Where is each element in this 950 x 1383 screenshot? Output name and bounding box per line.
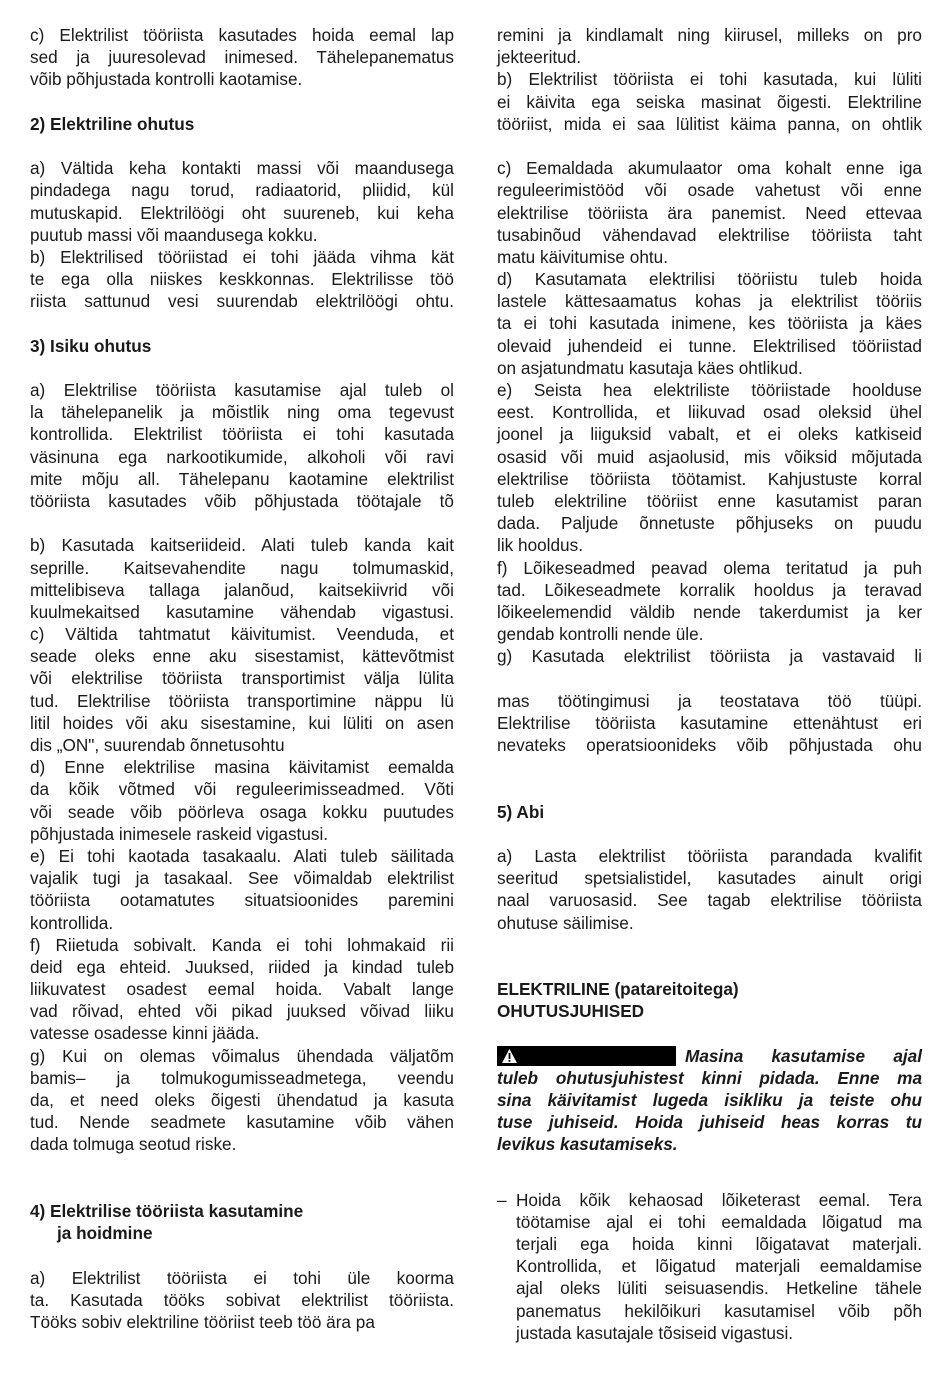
- text-line: c) Elektrilist tööriista kasutades hoida eemal lap: [30, 25, 454, 45]
- section-heading-tool-use: 4) Elektrilise tööriista kasutamine: [30, 1200, 304, 1221]
- text-line: liikuvatest osadest eemal hoida. Vabalt lange: [30, 979, 454, 1000]
- text-line: b) Elektrilist tööriista ei tohi kasutada, kui lüliti: [497, 69, 922, 90]
- text-line: mite mõju all. Tähelepanu kaotamine elektrilist: [30, 468, 454, 489]
- text-line: litil hoides või aku sisestamine, kui lüliti on asen: [30, 712, 454, 733]
- section-heading-battery-safety: ELEKTRILINE (patareitoitega): [497, 979, 739, 1000]
- text-line: a) Lasta elektrilist tööriista parandada kvalifit: [497, 845, 922, 866]
- warning-triangle-icon: [501, 1048, 518, 1064]
- text-line: te ega olla niiskes keskkonnas. Elektrilisse töö: [30, 269, 454, 290]
- text-line: remini ja kindlamalt ning kiirusel, milleks on pro: [497, 25, 922, 45]
- text-line: seeritud spetsialistidel, kasutades ainult origi: [497, 868, 922, 889]
- text-line: tusabinõud vähendavad elektrilise tööriista taht: [497, 224, 922, 245]
- text-line: elektrilise tööriista töötamist. Kahjustuste korral: [497, 468, 922, 489]
- text-line: ohutuse säilimise.: [497, 912, 634, 933]
- text-line: dada tolmuga seotud riske.: [30, 1134, 237, 1155]
- bullet-dash: –: [497, 1189, 507, 1210]
- text-line: tuleb elektriline tööriist enne kasutamist paran: [497, 490, 922, 511]
- text-line: mas töötingimusi ja teostatava töö tüüpi.: [497, 690, 922, 711]
- bullet-text-line: terjali ega hoida kinni lõigatavat materjali.: [516, 1233, 922, 1254]
- text-line: f) Riietuda sobivalt. Kanda ei tohi lohmakaid rii: [30, 934, 454, 955]
- text-line: lõikeelemendid väldib nende takerdumist ja ker: [497, 601, 922, 622]
- text-line: ta ei tohi kasutada inimene, kes tööriista ja käes: [497, 313, 922, 334]
- text-line: seade oleks enne aku sisestamist, kättevõtmist: [30, 646, 454, 667]
- text-line: da kõik võtmed või reguleerimisseadmed. Võti: [30, 779, 454, 800]
- bullet-text-line: Kontrollida, et lõigatud materjali eemaldamise: [516, 1256, 922, 1277]
- text-line: vajalik tugi ja tasakaal. See võimaldab elektrilist: [30, 868, 454, 889]
- text-line: tööriista ootamatutes situatsioonides paremini: [30, 890, 454, 911]
- text-line: kontrollida. Elektrilist tööriista ei tohi kasutada: [30, 424, 454, 445]
- bullet-text-line: töötamise ajal ei tohi eemaldada lõigatud ma: [516, 1211, 922, 1232]
- text-line: tud. Elektrilise tööriista transportimine näppu lü: [30, 690, 454, 711]
- text-line: väsinuna ega narkootikumide, alkoholi või ravi: [30, 446, 454, 467]
- text-line: jekteeritud.: [497, 47, 582, 68]
- text-line: osasid või muid asjaolusid, mis võiksid mõjutada: [497, 446, 922, 467]
- text-line: seprille. Kaitsevahendite nagu tolmumaskid,: [30, 557, 454, 578]
- warning-text-line: sina käivitamist lugeda isikliku ja teiste ohu: [497, 1090, 922, 1111]
- text-line: riista sattunud vesi suurendab elektrilöögi ohtu.: [30, 291, 454, 312]
- section-heading-battery-safety-cont: OHUTUSJUHISED: [497, 1001, 645, 1022]
- text-line: b) Elektrilised tööriistad ei tohi jääda vihma kät: [30, 246, 454, 267]
- text-line: kuulmekaitsed kasutamine vähendab vigastusi.: [30, 601, 454, 622]
- text-line: eest. Kontrollida, et liikuvad osad oleksid ühel: [497, 402, 922, 423]
- bullet-text: Hoida kõik kehaosad lõiketerast eemal. Tera: [516, 1189, 922, 1210]
- warning-text-line: levikus kasutamiseks.: [497, 1134, 678, 1155]
- text-line: a) Elektrilist tööriista ei tohi üle koorma: [30, 1267, 454, 1288]
- text-line: nevateks operatsioonideks võib põhjustada ohu: [497, 735, 922, 755]
- text-line: on asjatundmatu kasutaja käes ohtlikud.: [497, 357, 803, 378]
- warning-text-line: tuleb ohutusjuhistest kinni pidada. Enne ma: [497, 1067, 922, 1088]
- bullet-text-line: ajal oleks lüliti seisuasendis. Hetkeline tähele: [516, 1278, 922, 1299]
- text-line: lastele kättesaamatus kohas ja elektrilist tööriis: [497, 291, 922, 312]
- text-line: tad. Lõikeseadmete korralik hooldus ja teravad: [497, 579, 922, 600]
- text-line: d) Kasutamata elektrilisi tööriistu tuleb hoida: [497, 269, 922, 290]
- text-line: c) Eemaldada akumulaator oma kohalt enne iga: [497, 158, 922, 179]
- section-heading-tool-use-cont: ja hoidmine: [57, 1223, 153, 1244]
- text-line: c) Vältida tahtmatut käivitumist. Veenduda, et: [30, 624, 454, 645]
- text-line: bamis– ja tolmukogumisseadmetega, veendu: [30, 1067, 454, 1088]
- text-line: tööriista kasutades võib põhjustada töötajale tõ: [30, 490, 454, 511]
- text-line: f) Lõikeseadmed peavad olema teritatud ja puh: [497, 557, 922, 578]
- bullet-text-line: panematus hekilõikuri kasutamisel võib põh: [516, 1300, 922, 1321]
- text-line: mittelibiseva tallaga jalanõud, kaitsekiivrid või: [30, 579, 454, 600]
- text-line: dada. Paljude õnnetuste põhjuseks on puudu: [497, 513, 922, 534]
- text-line: la tähelepanelik ja mõistlik ning oma tegevust: [30, 402, 454, 423]
- warning-label-box: [497, 1046, 676, 1066]
- text-line: lik hooldus.: [497, 535, 583, 556]
- text-line: põhjustada inimesele raskeid vigastusi.: [30, 823, 329, 844]
- text-line: b) Kasutada kaitseriideid. Alati tuleb kanda kait: [30, 535, 454, 556]
- text-line: elektrilise tööriista ära panemist. Need ettevaa: [497, 202, 922, 223]
- text-line: pindadega nagu torud, radiaatorid, pliidid, kül: [30, 180, 454, 201]
- text-line: tud. Nende seadmete kasutamine võib vähen: [30, 1112, 454, 1133]
- bullet-line: [497, 1189, 922, 1211]
- text-line: puutub massi või maandusega kokku.: [30, 224, 318, 245]
- warning-lead-text: Masina kasutamise ajal: [685, 1045, 922, 1066]
- text-line: da, et need oleks õigesti ühendatud ja kasuta: [30, 1090, 454, 1110]
- warning-text-line: tuse juhiseid. Hoida juhiseid heas korras tu: [497, 1112, 922, 1133]
- text-line: a) Vältida keha kontakti massi või maandusega: [30, 158, 454, 179]
- bullet-text-line: justada kasutajale tõsiseid vigastusi.: [516, 1322, 794, 1343]
- text-line: olevaid juhendeid ei tunne. Elektrilised tööriistad: [497, 335, 922, 356]
- section-heading-electrical-safety: 2) Elektriline ohutus: [30, 113, 195, 134]
- text-line: vatesse osadesse kinni jääda.: [30, 1023, 260, 1044]
- section-heading-help: 5) Abi: [497, 801, 545, 822]
- text-line: kontrollida.: [30, 912, 114, 933]
- text-line: d) Enne elektrilise masina käivitamist eemalda: [30, 757, 454, 778]
- section-heading-personal-safety: 3) Isiku ohutus: [30, 335, 152, 356]
- text-line: dis „ON", suurendab õnnetusohtu: [30, 735, 285, 755]
- text-line: matu käivitumise ohtu.: [497, 246, 668, 267]
- text-line: a) Elektrilise tööriista kasutamise ajal tuleb ol: [30, 380, 454, 400]
- text-line: joonel ja liiguksid vabalt, et ei oleks katkiseid: [497, 424, 922, 445]
- text-line: mutuskapid. Elektrilöögi oht suureneb, kui keha: [30, 202, 454, 223]
- text-line: vad rõivad, ehted või pikad juuksed võivad liiku: [30, 1001, 454, 1022]
- text-line: ei käivita ega seiska masinat õigesti. Elektriline: [497, 91, 922, 112]
- text-line: e) Seista hea elektriliste tööriistade hoolduse: [497, 380, 922, 400]
- text-line: võib põhjustada kontrolli kaotamise.: [30, 69, 303, 90]
- right-column: [497, 24, 922, 1344]
- text-line: e) Ei tohi kaotada tasakaalu. Alati tuleb säilitada: [30, 845, 454, 866]
- text-line: ta. Kasutada tööks sobivat elektrilist tööriista.: [30, 1289, 454, 1310]
- text-line: g) Kasutada elektrilist tööriista ja vastavaid li: [497, 646, 922, 667]
- left-column: [30, 24, 454, 1333]
- text-line: naal varuosasid. See tagab elektrilise tööriista: [497, 890, 922, 911]
- text-line: gendab kontrolli nende üle.: [497, 624, 704, 645]
- text-line: g) Kui on olemas võimalus ühendada väljatõm: [30, 1045, 454, 1066]
- text-line: tööriist, mida ei saa lülitist käima panna, on ohtlik: [497, 113, 922, 134]
- text-line: või elektrilise tööriista transportimist välja lülita: [30, 668, 454, 689]
- warning-row: [497, 1045, 922, 1067]
- text-line: reguleerimistööd või osade vahetust või enne: [497, 180, 922, 201]
- text-line: Tööks sobiv elektriline tööriist teeb töö ära pa: [30, 1311, 375, 1332]
- text-line: Elektrilise tööriista kasutamine ettenähtust eri: [497, 712, 922, 733]
- text-line: või seade võib pöörleva osaga kokku puutudes: [30, 801, 454, 822]
- text-line: deid ega ehteid. Juuksed, riided ja kindad tuleb: [30, 956, 454, 977]
- text-line: sed ja juuresolevad inimesed. Tähelepanematus: [30, 47, 454, 68]
